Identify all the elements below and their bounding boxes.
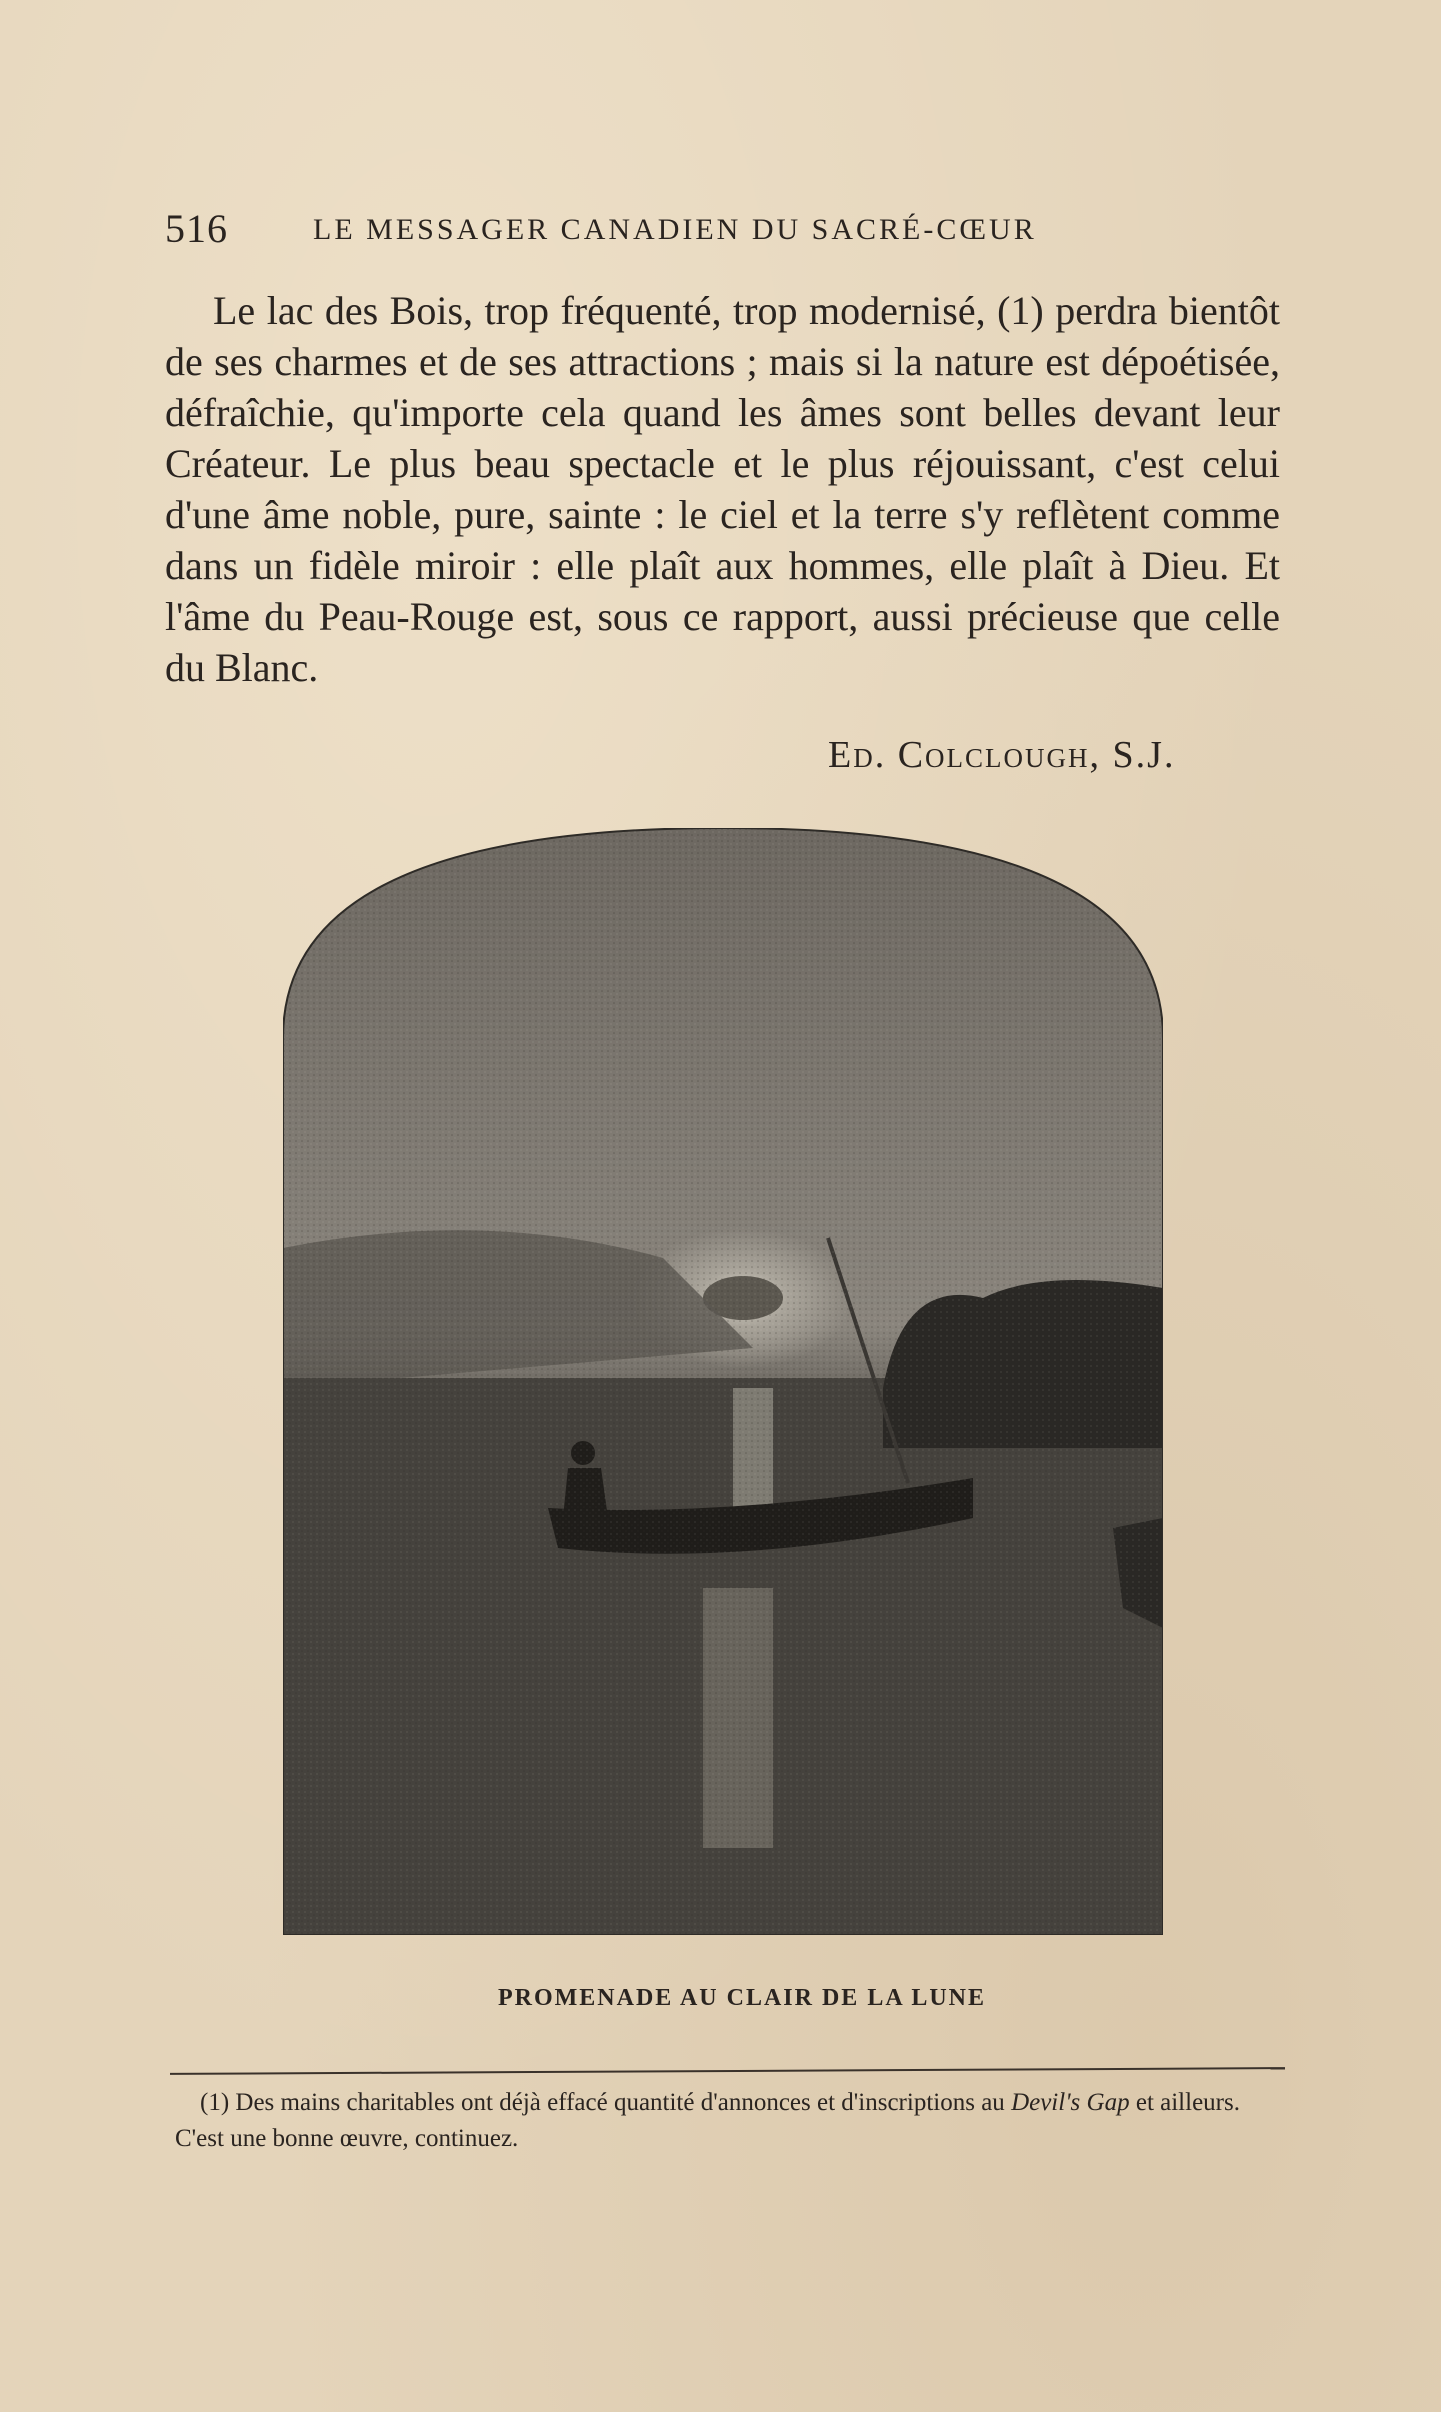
footnote-italic-place: Devil's Gap <box>1011 2089 1130 2116</box>
photo-caption: PROMENADE AU CLAIR DE LA LUNE <box>497 1985 987 2011</box>
footnote-divider <box>170 2067 1285 2075</box>
body-text <box>165 285 1280 693</box>
footnote <box>175 2085 1295 2157</box>
page-header <box>165 205 1295 255</box>
moonlight-canoe-photo <box>283 828 1163 1935</box>
footnote-text-after: et ailleurs. C'est une bonne œuvre, continuez. <box>175 2089 1240 2152</box>
running-head: LE MESSAGER CANADIEN DU SACRÉ-CŒUR <box>313 213 1037 246</box>
author-signature: Ed. Colclough, S.J. <box>828 734 1176 776</box>
page-number: 516 <box>165 206 228 251</box>
body-paragraph: Le lac des Bois, trop fréquenté, trop modernisé, (1) perdra bientôt de ses charmes et de ses attractions ; mais si la nature est dépoétisée, défraîchie, qu'importe cela quand les âmes sont belles devant leur Créateur. Le plus beau spectacle et le plus réjouissant, c'est celui d'une âme noble, pure, sainte : le ciel et la terre s'y reflètent comme dans un fidèle miroir : elle plaît aux hommes, elle plaît à Dieu. Et l'âme du Peau-Rouge est, sous ce rapport, aussi précieuse que celle du Blanc. <box>165 288 1280 690</box>
footnote-text-before: (1) Des mains charitables ont déjà effacé quantité d'annonces et d'inscriptions au <box>200 2089 1012 2116</box>
footnote-paragraph <box>175 2085 1295 2157</box>
